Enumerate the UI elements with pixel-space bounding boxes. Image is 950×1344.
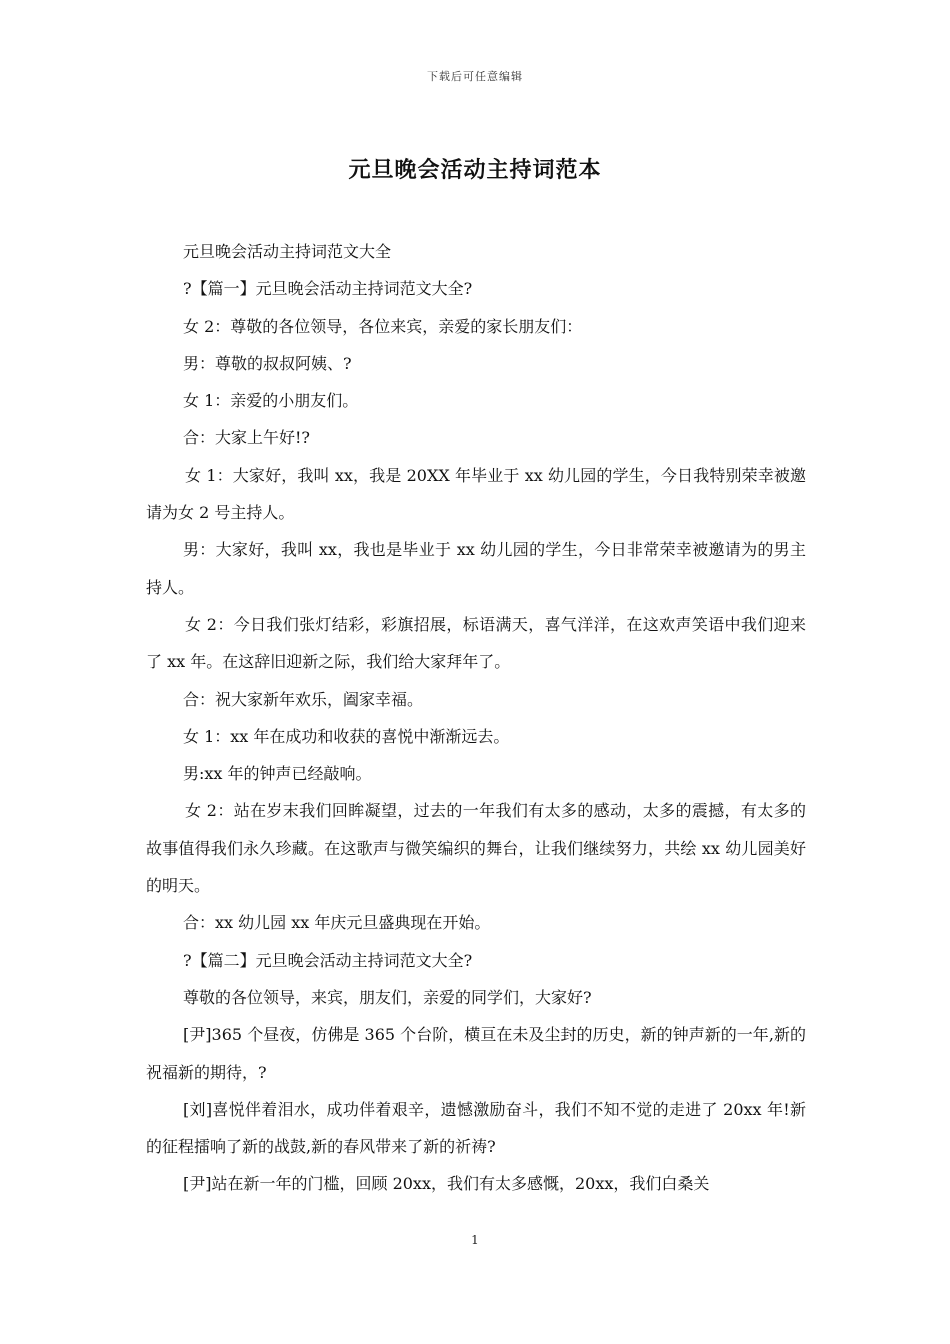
paragraph: ?【篇二】元旦晚会活动主持词范文大全? [183, 950, 473, 970]
document-title: 元旦晚会活动主持词范本 [348, 157, 602, 183]
paragraph: 女 2：站在岁末我们回眸凝望，过去的一年我们有太多的感动，太多的震撼，有太多的故事值得我们永久珍藏。在这歌声与微笑编织的舞台，让我们继续努力，共绘 xx 幼儿园美好的明天。 [146, 801, 806, 896]
paragraph: 女 1：大家好，我叫 xx，我是 20XX 年毕业于 xx 幼儿园的学生，今日我特别荣幸被邀请为女 2 号主持人。 [146, 465, 806, 523]
paragraph: 合：大家上午好!? [183, 428, 311, 448]
paragraph: 女 2：今日我们张灯结彩，彩旗招展，标语满天，喜气洋洋，在这欢声笑语中我们迎来了 xx 年。在这辞旧迎新之际，我们给大家拜年了。 [146, 614, 806, 672]
paragraph: 男:xx 年的钟声已经敲响。 [183, 764, 372, 784]
paragraph: [刘]喜悦伴着泪水，成功伴着艰辛，遗憾激励奋斗，我们不知不觉的走进了 20xx 年!新的征程擂响了新的战鼓,新的春风带来了新的祈祷? [146, 1099, 806, 1157]
paragraph: 合：祝大家新年欢乐，阖家幸福。 [183, 689, 424, 709]
paragraph: 元旦晚会活动主持词范文大全 [183, 242, 392, 261]
paragraph: [尹]365 个昼夜，仿佛是 365 个台阶，横亘在未及尘封的历史，新的钟声新的一年,新的祝福新的期待，? [146, 1025, 806, 1082]
paragraph: 男：大家好，我叫 xx，我也是毕业于 xx 幼儿园的学生，今日非常荣幸被邀请为的男主持人。 [146, 540, 806, 597]
paragraph: ?【篇一】元旦晚会活动主持词范文大全? [183, 279, 473, 299]
paragraph: 尊敬的各位领导，来宾，朋友们，亲爱的同学们，大家好? [183, 987, 592, 1007]
document-body [146, 233, 806, 1203]
paragraph: 女 1：亲爱的小朋友们。 [183, 391, 359, 411]
page-number: 1 [471, 1233, 479, 1247]
paragraph: 女 2：尊敬的各位领导，各位来宾，亲爱的家长朋友们： [183, 316, 583, 336]
paragraph: 男：尊敬的叔叔阿姨、? [183, 353, 352, 373]
paragraph: 女 1：xx 年在成功和收获的喜悦中渐渐远去。 [183, 726, 510, 746]
paragraph: [尹]站在新一年的门槛，回顾 20xx，我们有太多感慨，20xx，我们白桑关 [183, 1174, 710, 1194]
paragraph: 合：xx 幼儿园 xx 年庆元旦盛典现在开始。 [183, 913, 491, 933]
page-header: 下载后可任意编辑 [427, 70, 523, 83]
